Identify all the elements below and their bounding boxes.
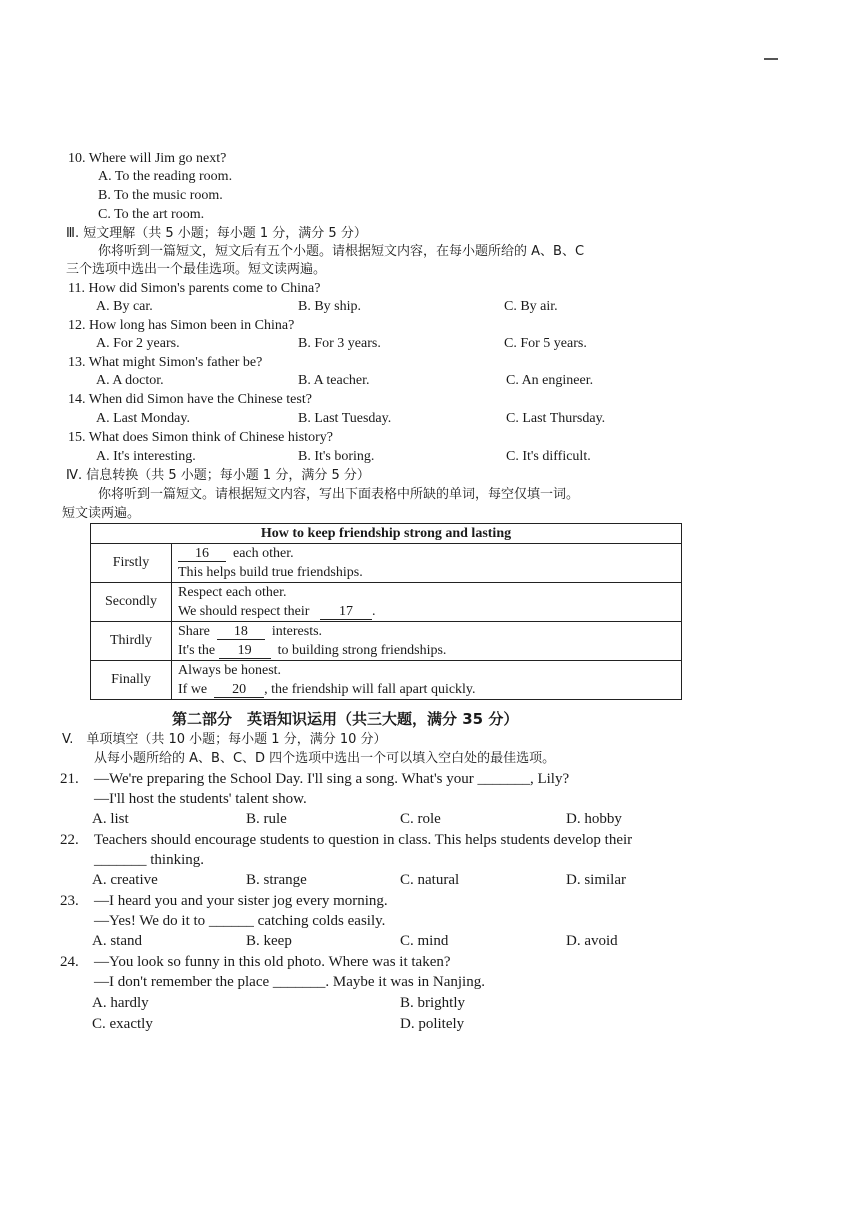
q14-stem: 14. When did Simon have the Chinese test? bbox=[68, 392, 312, 407]
q11-option-b: B. By ship. bbox=[298, 299, 362, 314]
q10-stem: 10. Where will Jim go next? bbox=[68, 151, 227, 166]
q21-option-b: B. rule bbox=[246, 811, 287, 827]
q15-stem: 15. What does Simon think of Chinese history? bbox=[68, 430, 333, 445]
section3-header: Ⅲ. 短文理解（共 5 小题；每小题 1 分，满分 5 分） bbox=[66, 226, 367, 241]
friendship-table bbox=[90, 523, 682, 700]
q21-line1: —We're preparing the School Day. I'll sing a song. What's your _______, Lily? bbox=[94, 771, 570, 787]
answer-blank-17[interactable]: 17 bbox=[320, 604, 372, 620]
q23-number: 23. bbox=[60, 893, 79, 909]
row-label-thirdly: Thirdly bbox=[91, 622, 172, 661]
row-text: Respect each other. bbox=[178, 585, 287, 600]
q11-stem: 11. How did Simon's parents come to China? bbox=[68, 281, 321, 296]
q12-stem: 12. How long has Simon been in China? bbox=[68, 318, 295, 333]
table-row bbox=[91, 622, 682, 661]
row-content bbox=[172, 544, 682, 583]
q22-line1: Teachers should encourage students to question in class. This helps students develop their bbox=[94, 832, 633, 848]
section5-header: V. 单项填空（共 10 小题；每小题 1 分，满分 10 分） bbox=[62, 732, 387, 747]
q14-option-a: A. Last Monday. bbox=[96, 411, 190, 426]
row-text: Share bbox=[178, 624, 210, 639]
q12-option-b: B. For 3 years. bbox=[298, 336, 381, 351]
row-text: , the friendship will fall apart quickly. bbox=[264, 682, 476, 697]
answer-blank-18[interactable]: 18 bbox=[217, 624, 265, 640]
table-row bbox=[91, 583, 682, 622]
q21-line2: —I'll host the students' talent show. bbox=[94, 791, 307, 807]
row-content bbox=[172, 583, 682, 622]
q13-option-b: B. A teacher. bbox=[298, 373, 370, 388]
q24-option-c: C. exactly bbox=[92, 1016, 153, 1032]
q13-option-a: A. A doctor. bbox=[96, 373, 164, 388]
part2-title: 第二部分 英语知识运用（共三大题，满分 35 分） bbox=[172, 710, 519, 728]
row-label-secondly: Secondly bbox=[91, 583, 172, 622]
row-text: This helps build true friendships. bbox=[178, 565, 363, 580]
q15-option-c: C. It's difficult. bbox=[506, 449, 591, 464]
answer-blank-16[interactable]: 16 bbox=[178, 546, 226, 562]
section5-instruction: 从每小题所给的 A、B、C、D 四个选项中选出一个可以填入空白处的最佳选项。 bbox=[94, 751, 556, 766]
q12-option-c: C. For 5 years. bbox=[504, 336, 587, 351]
q10-option-b: B. To the music room. bbox=[98, 188, 223, 203]
q11-option-a: A. By car. bbox=[96, 299, 153, 314]
q22-option-b: B. strange bbox=[246, 872, 307, 888]
q24-number: 24. bbox=[60, 954, 79, 970]
table-title: How to keep friendship strong and lasting bbox=[91, 524, 682, 544]
q13-option-c: C. An engineer. bbox=[506, 373, 594, 388]
row-text: interests. bbox=[271, 624, 323, 639]
q21-option-c: C. role bbox=[400, 811, 441, 827]
row-content bbox=[172, 622, 682, 661]
q10-option-c: C. To the art room. bbox=[98, 207, 205, 222]
answer-blank-19[interactable]: 19 bbox=[219, 643, 271, 659]
q21-option-d: D. hobby bbox=[566, 811, 622, 827]
q22-line2: _______ thinking. bbox=[94, 852, 205, 868]
q22-option-d: D. similar bbox=[566, 872, 626, 888]
row-content bbox=[172, 661, 682, 700]
row-label-finally: Finally bbox=[91, 661, 172, 700]
q14-option-b: B. Last Tuesday. bbox=[298, 411, 392, 426]
q22-number: 22. bbox=[60, 832, 79, 848]
q23-option-a: A. stand bbox=[92, 933, 142, 949]
q24-option-b: B. brightly bbox=[400, 995, 466, 1011]
row-text: It's the bbox=[178, 643, 216, 658]
q13-stem: 13. What might Simon's father be? bbox=[68, 355, 263, 370]
row-text: Always be honest. bbox=[178, 663, 282, 678]
row-text: . bbox=[371, 604, 376, 619]
q24-line1: —You look so funny in this old photo. Where was it taken? bbox=[94, 954, 451, 970]
q12-option-a: A. For 2 years. bbox=[96, 336, 180, 351]
q24-option-a: A. hardly bbox=[92, 995, 149, 1011]
scan-mark bbox=[764, 58, 778, 60]
section4-instruction-1: 你将听到一篇短文。请根据短文内容，写出下面表格中所缺的单词，每空仅填一词。 bbox=[98, 487, 580, 502]
q15-option-b: B. It's boring. bbox=[298, 449, 375, 464]
q23-option-c: C. mind bbox=[400, 933, 449, 949]
q24-line2: —I don't remember the place _______. Maybe it was in Nanjing. bbox=[94, 974, 485, 990]
q22-option-a: A. creative bbox=[92, 872, 158, 888]
row-text: We should respect their bbox=[178, 604, 310, 619]
q15-option-a: A. It's interesting. bbox=[96, 449, 196, 464]
section4-instruction-2: 短文读两遍。 bbox=[62, 506, 141, 521]
q10-option-a: A. To the reading room. bbox=[98, 169, 233, 184]
q14-option-c: C. Last Thursday. bbox=[506, 411, 606, 426]
q11-option-c: C. By air. bbox=[504, 299, 558, 314]
q23-line2: —Yes! We do it to ______ catching colds easily. bbox=[94, 913, 386, 929]
q21-option-a: A. list bbox=[92, 811, 129, 827]
section3-instruction-2: 三个选项中选出一个最佳选项。短文读两遍。 bbox=[66, 262, 327, 277]
row-text: each other. bbox=[233, 546, 294, 561]
row-text: If we bbox=[178, 682, 208, 697]
row-label-firstly: Firstly bbox=[91, 544, 172, 583]
section4-header: Ⅳ. 信息转换（共 5 小题；每小题 1 分，满分 5 分） bbox=[66, 468, 370, 483]
section3-instruction-1: 你将听到一篇短文，短文后有五个小题。请根据短文内容，在每小题所给的 A、B、C bbox=[98, 244, 585, 259]
q23-option-d: D. avoid bbox=[566, 933, 618, 949]
q21-number: 21. bbox=[60, 771, 79, 787]
row-text: to building strong friendships. bbox=[277, 643, 447, 658]
table-row bbox=[91, 661, 682, 700]
q23-line1: —I heard you and your sister jog every morning. bbox=[94, 893, 388, 909]
answer-blank-20[interactable]: 20 bbox=[214, 682, 264, 698]
q22-option-c: C. natural bbox=[400, 872, 460, 888]
table-row bbox=[91, 544, 682, 583]
q24-option-d: D. politely bbox=[400, 1016, 465, 1032]
q23-option-b: B. keep bbox=[246, 933, 292, 949]
